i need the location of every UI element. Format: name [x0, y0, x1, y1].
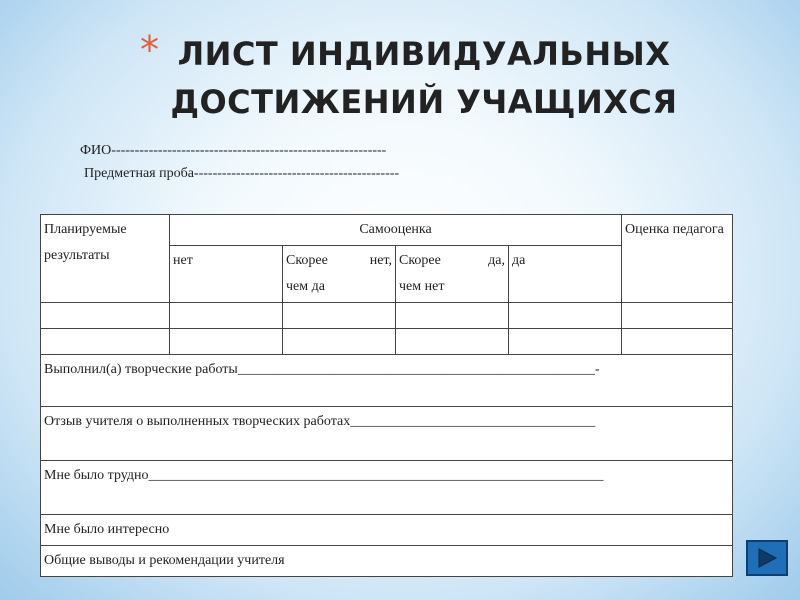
table-row — [41, 329, 733, 355]
subheader-rather-no-word2: нет, — [369, 253, 392, 268]
cell-empty — [622, 303, 733, 329]
row-conclusions: Общие выводы и рекомендации учителя — [41, 546, 733, 577]
cell-empty — [622, 329, 733, 355]
page-title: ЛИСТ ИНДИВИДУАЛЬНЫХ ДОСТИЖЕНИЙ УЧАЩИХСЯ — [170, 35, 678, 121]
cell-empty — [283, 329, 396, 355]
table-row — [41, 303, 733, 329]
header-self-evaluation: Самооценка — [170, 215, 622, 246]
achievements-table — [40, 214, 733, 577]
title-bullet: * — [140, 28, 159, 72]
row-teacher-review: Отзыв учителя о выполненных творческих работах___________________________________ — [41, 407, 733, 461]
cell-empty — [283, 303, 396, 329]
cell-empty — [509, 303, 622, 329]
subheader-yes: да — [509, 246, 622, 303]
cell-empty — [509, 329, 622, 355]
subject-trial-field: Предметная проба-------------------------------------------- — [84, 166, 400, 181]
cell-empty — [41, 303, 170, 329]
subheader-rather-no-word1: Скорее — [286, 253, 328, 268]
cell-empty — [170, 329, 283, 355]
row-was-interesting: Мне было интересно — [41, 515, 733, 546]
cell-empty — [41, 329, 170, 355]
subheader-rather-yes-line2: чем нет — [399, 279, 445, 294]
play-triangle-icon — [755, 547, 779, 569]
subheader-rather-yes — [396, 246, 509, 303]
cell-empty — [396, 303, 509, 329]
subheader-rather-no-line2: чем да — [286, 279, 325, 294]
header-planned-results: Планируемые результаты — [41, 215, 170, 303]
row-was-difficult: Мне было трудно_________________________________________________________________ — [41, 461, 733, 515]
header-teacher-evaluation: Оценка педагога — [622, 215, 733, 303]
subheader-rather-no — [283, 246, 396, 303]
fio-field: ФИО----------------------------------------------------------- — [80, 143, 387, 158]
subheader-no: нет — [170, 246, 283, 303]
row-creative-works: Выполнил(а) творческие работы___________________________________________________- — [41, 355, 733, 407]
subheader-rather-yes-word1: Скорее — [399, 253, 441, 268]
subheader-rather-yes-word2: да, — [488, 253, 505, 268]
cell-empty — [170, 303, 283, 329]
next-slide-button[interactable] — [746, 540, 788, 576]
cell-empty — [396, 329, 509, 355]
